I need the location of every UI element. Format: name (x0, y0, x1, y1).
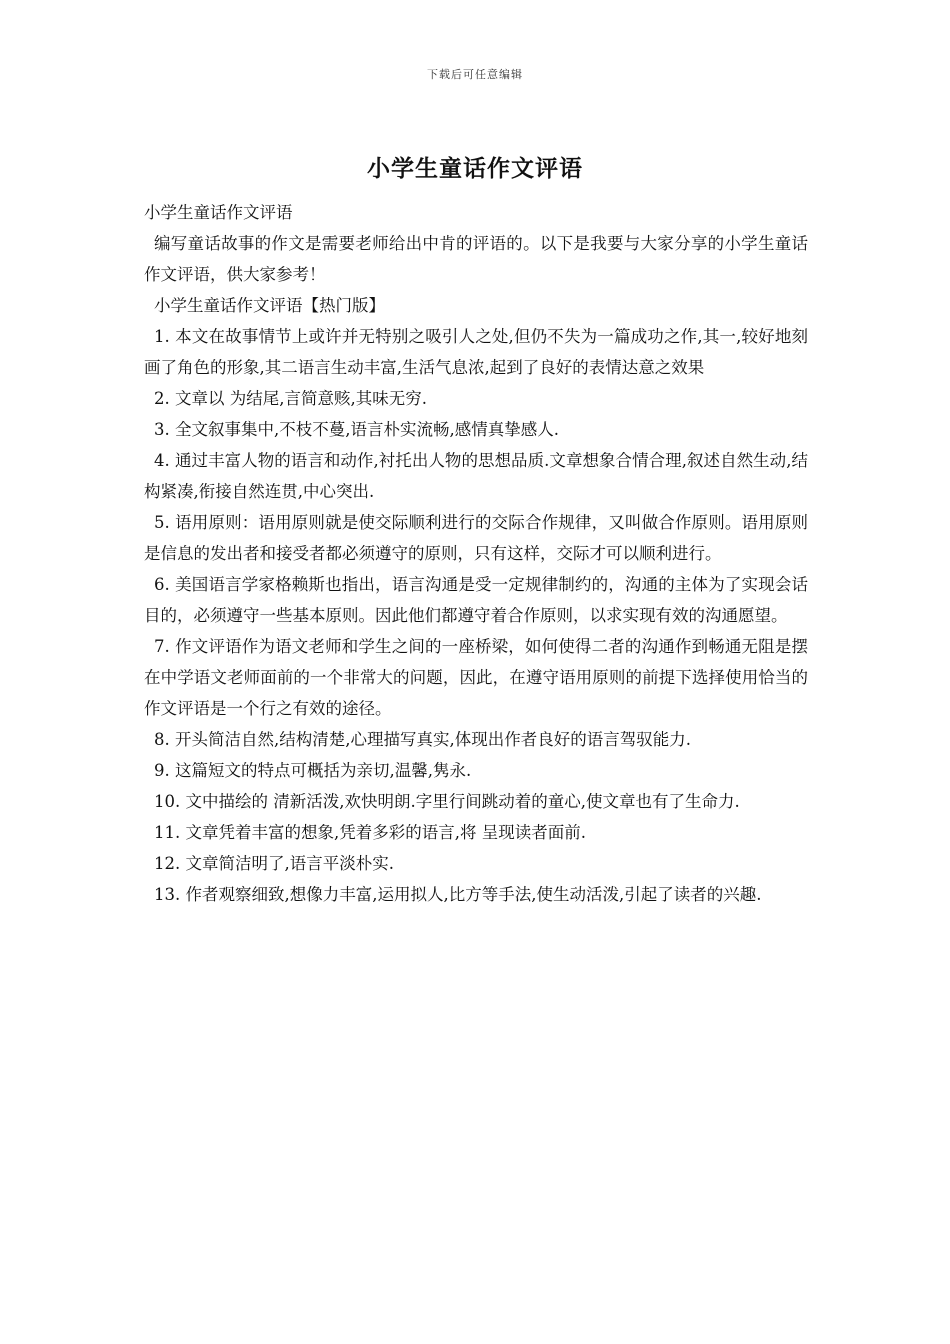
list-item: 5. 语用原则：语用原则就是使交际顺利进行的交际合作规律，又叫做合作原则。语用原则是信息的发出者和接受者都必须遵守的原则，只有这样，交际才可以顺利进行。 (144, 513, 808, 563)
list-item: 2. 文章以 为结尾,言简意赅,其味无穷. (154, 389, 427, 408)
document-body (144, 197, 808, 910)
list-item: 4. 通过丰富人物的语言和动作,衬托出人物的思想品质.文章想象合情合理,叙述自然生动,结构紧凑,衔接自然连贯,中心突出. (144, 451, 808, 501)
list-item: 11. 文章凭着丰富的想象,凭着多彩的语言,将 呈现读者面前. (154, 823, 586, 842)
section-heading: 小学生童话作文评语【热门版】 (154, 296, 385, 315)
document-title: 小学生童话作文评语 (367, 155, 583, 182)
list-item: 8. 开头简洁自然,结构清楚,心理描写真实,体现出作者良好的语言驾驭能力. (154, 730, 691, 749)
list-item: 10. 文中描绘的 清新活泼,欢快明朗.字里行间跳动着的童心,使文章也有了生命力. (154, 792, 740, 811)
list-item: 7. 作文评语作为语文老师和学生之间的一座桥梁，如何使得二者的沟通作到畅通无阻是摆在中学语文老师面前的一个非常大的问题，因此，在遵守语用原则的前提下选择使用恰当的作文评语是一个行之有效的途径。 (144, 637, 808, 718)
header-note: 下载后可任意编辑 (427, 68, 523, 81)
list-item: 12. 文章简洁明了,语言平淡朴实. (154, 854, 394, 873)
list-item: 3. 全文叙事集中,不枝不蔓,语言朴实流畅,感情真挚感人. (154, 420, 559, 439)
list-item: 9. 这篇短文的特点可概括为亲切,温馨,隽永. (154, 761, 472, 780)
list-item: 1. 本文在故事情节上或许并无特别之吸引人之处,但仍不失为一篇成功之作,其一,较好地刻画了角色的形象,其二语言生动丰富,生活气息浓,起到了良好的表情达意之效果 (144, 327, 808, 377)
subtitle: 小学生童话作文评语 (144, 203, 293, 222)
list-item: 13. 作者观察细致,想像力丰富,运用拟人,比方等手法,使生动活泼,引起了读者的兴趣. (154, 885, 762, 904)
intro-paragraph: 编写童话故事的作文是需要老师给出中肯的评语的。以下是我要与大家分享的小学生童话作文评语，供大家参考！ (144, 234, 808, 284)
list-item: 6. 美国语言学家格赖斯也指出，语言沟通是受一定规律制约的，沟通的主体为了实现会话目的，必须遵守一些基本原则。因此他们都遵守着合作原则，以求实现有效的沟通愿望。 (144, 575, 808, 625)
